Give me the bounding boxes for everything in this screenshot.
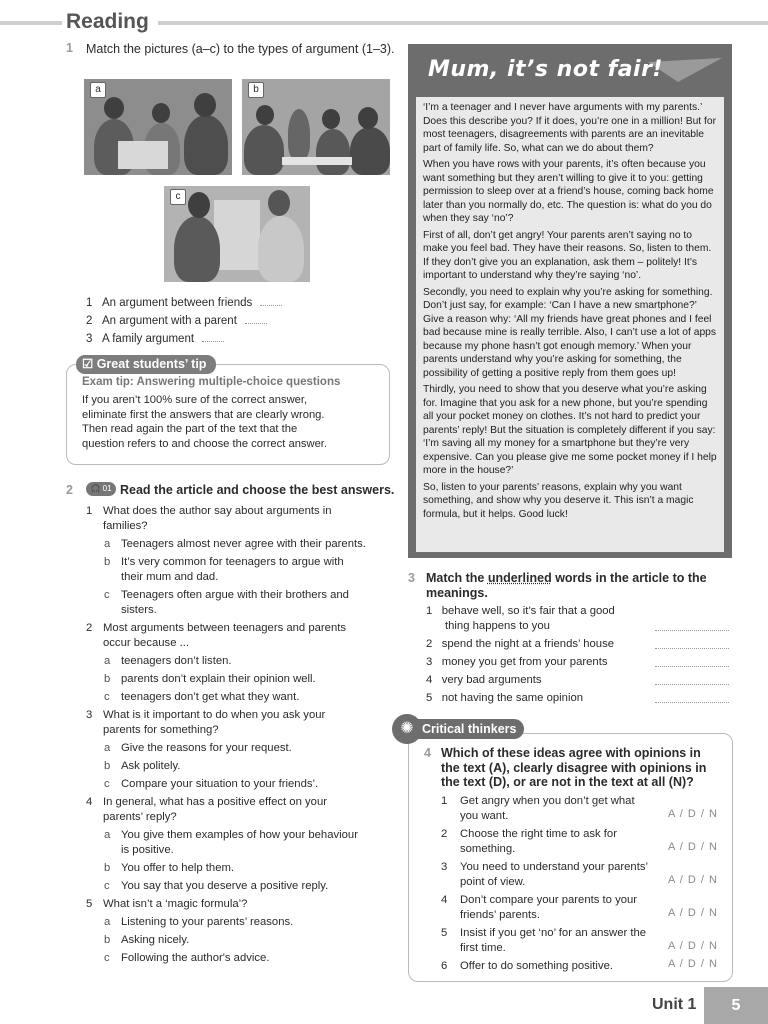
section-title: Reading xyxy=(66,10,149,33)
q1-item: 1 An argument between friends xyxy=(86,297,282,309)
check-icon: ☑ xyxy=(82,357,94,371)
q2-option-text[interactable]: It’s very common for teenagers to argue with xyxy=(121,556,344,568)
q3-item: 1 behave well, so it’s fair that a good xyxy=(426,605,615,617)
q4-answer-options[interactable]: A / D / N xyxy=(668,958,718,970)
q2-option-text[interactable]: Compare your situation to your friends’. xyxy=(121,778,319,790)
q1-item: 3 A family argument xyxy=(86,333,224,345)
person-head xyxy=(268,190,290,216)
tip-tag: ☑ Great students’ tip xyxy=(76,355,216,374)
q4-item-text: first time. xyxy=(460,942,506,954)
q2-option-letter: a xyxy=(104,742,111,754)
article-title: Mum, it’s not fair! xyxy=(428,57,663,82)
answer-line[interactable] xyxy=(260,305,282,306)
q2-question-number: 5 xyxy=(86,898,93,910)
q4-item-text: friends’ parents. xyxy=(460,909,540,921)
q3-item: 5 not having the same opinion xyxy=(426,692,584,704)
q2-option-letter: b xyxy=(104,556,111,568)
q2-question-number: 3 xyxy=(86,709,93,721)
q4-item-number: 2 xyxy=(441,828,448,840)
q4-item-text: Don’t compare your parents to your xyxy=(460,894,638,906)
q2-question-text: What is it important to do when you ask your xyxy=(103,709,326,721)
q2-option-letter: a xyxy=(104,538,111,550)
photo-label-b: b xyxy=(248,82,264,98)
q1-number: 1 xyxy=(66,41,73,55)
q2-option-letter: b xyxy=(104,760,111,772)
audio-track-icon[interactable]: 🎧 01 xyxy=(86,482,116,496)
photo-b xyxy=(242,79,390,175)
q2-number: 2 xyxy=(66,483,73,497)
q2-question-text: parents’ reply? xyxy=(103,811,177,823)
header-rule-left xyxy=(0,21,62,25)
q2-option-letter: c xyxy=(104,952,110,964)
q2-option-text: sisters. xyxy=(121,604,157,616)
article-text xyxy=(423,101,719,524)
article-paragraph: Secondly, you need to explain why you’re asking for something. Don’t just say, for example: ‘Can I have a new smartphone?’ Give a reason why: ‘All my friends have great phones and I feel bad because mine is really terrible. Also, I can’t use a lot of apps because my phone hasn’t got enough memory.’ When your parents understand why you’re asking for something, the possibility of getting a positive reply from them goes up! xyxy=(423,286,717,379)
q2-question-number: 4 xyxy=(86,796,93,808)
q4-answer-options[interactable]: A / D / N xyxy=(668,841,718,853)
q4-item-text: You need to understand your parents’ xyxy=(460,861,649,873)
q2-option-letter: c xyxy=(104,589,110,601)
photo-c xyxy=(164,186,310,282)
answer-line[interactable] xyxy=(655,684,729,685)
person-head xyxy=(194,93,216,117)
q3-item: 2 spend the night at a friends’ house xyxy=(426,638,615,650)
q4-answer-options[interactable]: A / D / N xyxy=(668,874,718,886)
q4-number: 4 xyxy=(424,746,431,760)
article-paragraph: First of all, don’t get angry! Your parents aren’t saying no to make you feel bad. They have their reasons. So, listen to them. If they don’t give you an explanation, ask them – politely! It’s important to understand why they’re saying ‘no’. xyxy=(423,229,712,281)
q4-item-number: 5 xyxy=(441,927,448,939)
q4-item-text: point of view. xyxy=(460,876,526,888)
q2-option-text[interactable]: You give them examples of how your behaviour xyxy=(121,829,358,841)
q4-answer-options[interactable]: A / D / N xyxy=(668,907,718,919)
person-figure xyxy=(184,115,228,175)
q2-option-text[interactable]: Asking nicely. xyxy=(121,934,190,946)
person-figure xyxy=(244,125,284,175)
article-paragraph: So, listen to your parents’ reasons, explain why you want something, and show why you deserve it. This isn’t a magic formula, but it helps. Good luck! xyxy=(423,481,694,520)
page-number: 5 xyxy=(704,987,768,1024)
answer-line[interactable] xyxy=(245,323,267,324)
answer-line[interactable] xyxy=(202,341,224,342)
q2-question-text: What does the author say about arguments in xyxy=(103,505,332,517)
q3-instruction: Match the underlined words in the article to the meanings. xyxy=(426,571,707,600)
q3-item-cont: thing happens to you xyxy=(445,620,550,632)
article-paragraph: When you have rows with your parents, it’s often because you want something but they aren’t willing to give it to you: getting permission to sleep over at a friend’s house, coming back home later than you normally do, etc. The question is: what do you do when they say ‘no’? xyxy=(423,159,714,224)
q2-option-text[interactable]: Give the reasons for your request. xyxy=(121,742,292,754)
person-head xyxy=(188,192,210,218)
person-figure xyxy=(174,216,220,282)
q2-instruction: Read the article and choose the best answers. xyxy=(120,483,395,497)
q2-question-text: In general, what has a positive effect on your xyxy=(103,796,327,808)
photo-a xyxy=(84,79,232,175)
q2-option-text: their mum and dad. xyxy=(121,571,219,583)
q2-option-letter: a xyxy=(104,655,111,667)
bookshelf xyxy=(214,200,260,270)
footer-unit: Unit 1 xyxy=(652,996,697,1013)
q2-question-text: What isn’t a ‘magic formula’? xyxy=(103,898,248,910)
header-rule-right xyxy=(158,21,768,25)
q3-number: 3 xyxy=(408,571,415,585)
q2-option-letter: a xyxy=(104,916,111,928)
q2-option-text[interactable]: teenagers don’t listen. xyxy=(121,655,232,667)
q2-option-text[interactable]: Ask politely. xyxy=(121,760,181,772)
q4-item-text: Get angry when you don’t get what xyxy=(460,795,635,807)
person-figure xyxy=(350,127,390,175)
q4-item-text: you want. xyxy=(460,810,509,822)
answer-line[interactable] xyxy=(655,702,729,703)
q2-option-text[interactable]: parents don’t explain their opinion well. xyxy=(121,673,316,685)
brain-gear-icon: ✺ xyxy=(392,714,422,744)
photo-label-c: c xyxy=(170,189,186,205)
photo-label-a: a xyxy=(90,82,106,98)
q4-item-number: 4 xyxy=(441,894,448,906)
critical-thinkers-tag: Critical thinkers xyxy=(396,719,524,739)
table xyxy=(282,157,352,165)
q2-option-text[interactable]: Listening to your parents’ reasons. xyxy=(121,916,294,928)
person-figure xyxy=(288,109,310,159)
person-head xyxy=(358,107,378,129)
q2-option-letter: b xyxy=(104,862,111,874)
q2-option-letter: b xyxy=(104,934,111,946)
person-head xyxy=(104,97,124,119)
q2-question-number: 2 xyxy=(86,622,93,634)
q4-item-number: 1 xyxy=(441,795,448,807)
q2-option-letter: b xyxy=(104,673,111,685)
answer-line[interactable] xyxy=(655,666,729,667)
q2-question-text: parents for something? xyxy=(103,724,219,736)
q2-question-text: occur because ... xyxy=(103,637,190,649)
answer-line[interactable] xyxy=(655,630,729,631)
q4-answer-options[interactable]: A / D / N xyxy=(668,808,718,820)
laptop xyxy=(118,141,168,169)
q4-item-number: 3 xyxy=(441,861,448,873)
q2-option-text: is positive. xyxy=(121,844,174,856)
tip-subtitle: Exam tip: Answering multiple-choice questions xyxy=(82,376,341,388)
q3-item: 4 very bad arguments xyxy=(426,674,542,686)
q1-item: 2 An argument with a parent xyxy=(86,315,267,327)
q4-item-text: Offer to do something positive. xyxy=(460,960,614,972)
q2-question-number: 1 xyxy=(86,505,93,517)
article-paragraph: Thirdly, you need to show that you deserve what you’re asking for. Imagine that you ask for a new phone, but you’re spending all your pocket money on clothes. It’s not hard to predict your parents’ reply! But the situation is completely different if you say: ‘I’m saving all my money for a smartphone but they’re very expensive. Can you please give me some pocket money if I help more in the house?’ xyxy=(423,384,717,476)
person-head xyxy=(256,105,274,125)
q2-option-text[interactable]: You say that you deserve a positive reply. xyxy=(121,880,329,892)
q2-option-text[interactable]: Teenagers often argue with their brothers and xyxy=(121,589,349,601)
q2-option-text[interactable]: You offer to help them. xyxy=(121,862,235,874)
q3-item: 3 money you get from your parents xyxy=(426,656,608,668)
q4-item-text: something. xyxy=(460,843,516,855)
q2-option-letter: a xyxy=(104,829,111,841)
person-head xyxy=(152,103,170,123)
q2-option-letter: c xyxy=(104,691,110,703)
q4-item-text: Choose the right time to ask for xyxy=(460,828,617,840)
q1-instruction: Match the pictures (a–c) to the types of argument (1–3). xyxy=(86,42,395,56)
tip-body: If you aren’t 100% sure of the correct answer, eliminate first the answers that are clearly wrong. Then read again the part of the text that the question refers to and choose the correct answer. xyxy=(82,394,328,451)
person-head xyxy=(322,109,340,129)
person-figure xyxy=(316,129,350,175)
person-figure xyxy=(258,216,304,282)
q2-option-letter: c xyxy=(104,880,110,892)
q2-question-text: families? xyxy=(103,520,148,532)
q2-option-letter: c xyxy=(104,778,110,790)
answer-line[interactable] xyxy=(655,648,729,649)
q4-instruction: Which of these ideas agree with opinions in the text (A), clearly disagree with opinions in the text (D), or are not in the text at all (N)? xyxy=(441,746,707,789)
q2-option-text[interactable]: Following the author's advice. xyxy=(121,952,270,964)
q4-item-text: Insist if you get ‘no’ for an answer the xyxy=(460,927,647,939)
q4-item-number: 6 xyxy=(441,960,448,972)
q4-answer-options[interactable]: A / D / N xyxy=(668,940,718,952)
q2-option-text[interactable]: Teenagers almost never agree with their parents. xyxy=(121,538,366,550)
q2-option-text[interactable]: teenagers don’t get what they want. xyxy=(121,691,300,703)
q2-question-text: Most arguments between teenagers and parents xyxy=(103,622,347,634)
article-paragraph: ‘I’m a teenager and I never have arguments with my parents.’ Does this describe you? If it does, you’re one in a million! But for most teenagers, disagreements with parents are an inevitable part of family life. So, what can we do about them? xyxy=(423,102,717,154)
